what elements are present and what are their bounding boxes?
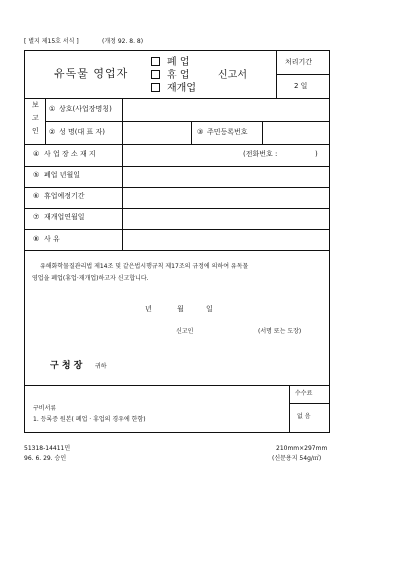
divider [191, 121, 192, 144]
company-name-label: 상호(사업장명칭) [59, 105, 112, 113]
date-day: 일 [206, 305, 213, 313]
divider [289, 403, 330, 404]
closure-date-field[interactable] [123, 167, 329, 186]
reporter-side-label: 인 [32, 127, 39, 135]
phone-label: (전화번호 : [243, 150, 278, 158]
company-label-marker: ① [49, 105, 56, 113]
divider [289, 385, 290, 433]
representative-name-field[interactable] [123, 122, 190, 143]
divider [45, 98, 46, 144]
statement-line-2: 영업을 폐업(휴업·재개업)하고자 신고합니다. [32, 275, 149, 282]
id-label-marker: ③ [197, 128, 204, 136]
suspension-period-marker: ⑥ [33, 192, 40, 200]
company-name-field[interactable] [123, 99, 329, 120]
reporter-side-label: 보 [32, 101, 39, 109]
address-marker: ④ [33, 150, 40, 158]
closure-date-marker: ⑤ [33, 171, 40, 179]
reopen-checkbox[interactable] [151, 83, 160, 92]
suspension-period-label: 휴업예정기간 [44, 192, 85, 200]
processing-label: 처리기간 [285, 58, 313, 66]
form-title: 유독물 영업자 [54, 67, 129, 80]
representative-name-label: 성 명(대 표 자) [59, 128, 105, 136]
form-number: [ 별지 제15호 서식 ] [24, 38, 79, 45]
suspension-period-field[interactable] [123, 188, 329, 207]
closure-checkbox[interactable] [151, 57, 160, 66]
resident-id-label: 주민등록번호 [207, 128, 248, 136]
reopen-date-marker: ⑦ [33, 213, 40, 221]
signature-instruction: (서명 또는 도장) [258, 328, 302, 335]
addressee-honorific: 귀하 [95, 363, 107, 370]
form-code: 51318-14411민 [24, 445, 71, 452]
reason-field[interactable] [123, 230, 329, 249]
divider [24, 385, 330, 386]
addressee-office: 구 청 장 [50, 361, 83, 371]
required-document-item: 1. 등록증 원본( 폐업 · 휴업의 경우에 한함) [33, 416, 146, 423]
reporter-signature-label: 신고인 [176, 328, 194, 335]
option-suspension: 휴 업 [167, 70, 190, 81]
date-year: 년 [145, 305, 152, 313]
processing-value: 2 일 [294, 82, 308, 90]
resident-id-field[interactable] [263, 122, 329, 143]
required-documents-label: 구비서류 [33, 405, 57, 412]
divider [24, 250, 330, 251]
name-label-marker: ② [49, 128, 56, 136]
fee-label: 수수료 [295, 390, 313, 397]
divider [276, 74, 330, 75]
reopen-date-label: 재개업연월일 [44, 213, 85, 221]
date-month: 월 [177, 305, 184, 313]
option-reopen: 재개업 [167, 83, 196, 94]
reason-label: 사 유 [44, 235, 60, 243]
approval-date: 96. 6. 29. 승인 [24, 455, 67, 462]
reporter-side-label: 고 [32, 114, 39, 122]
statement-line-1: 유해화학물질관리법 제14조 및 같은법시행규칙 제17조의 규정에 의하여 유독물 [40, 263, 249, 270]
title-suffix: 신고서 [218, 70, 247, 81]
suspension-checkbox[interactable] [151, 70, 160, 79]
paper-spec: (신문용지 54g/㎡) [272, 455, 322, 462]
business-address-field[interactable] [123, 145, 329, 165]
fee-value: 없 음 [297, 413, 311, 420]
reason-marker: ⑧ [33, 235, 40, 243]
reopen-date-field[interactable] [123, 209, 329, 228]
closure-date-label: 폐업 년월일 [44, 171, 81, 179]
business-address-label: 사 업 장 소 재 지 [44, 150, 96, 158]
paper-size: 210mm×297mm [276, 445, 328, 452]
revision-date: (개정 92. 8. 8) [102, 38, 144, 45]
phone-close: ) [315, 150, 318, 158]
option-closure: 폐 업 [167, 57, 190, 68]
